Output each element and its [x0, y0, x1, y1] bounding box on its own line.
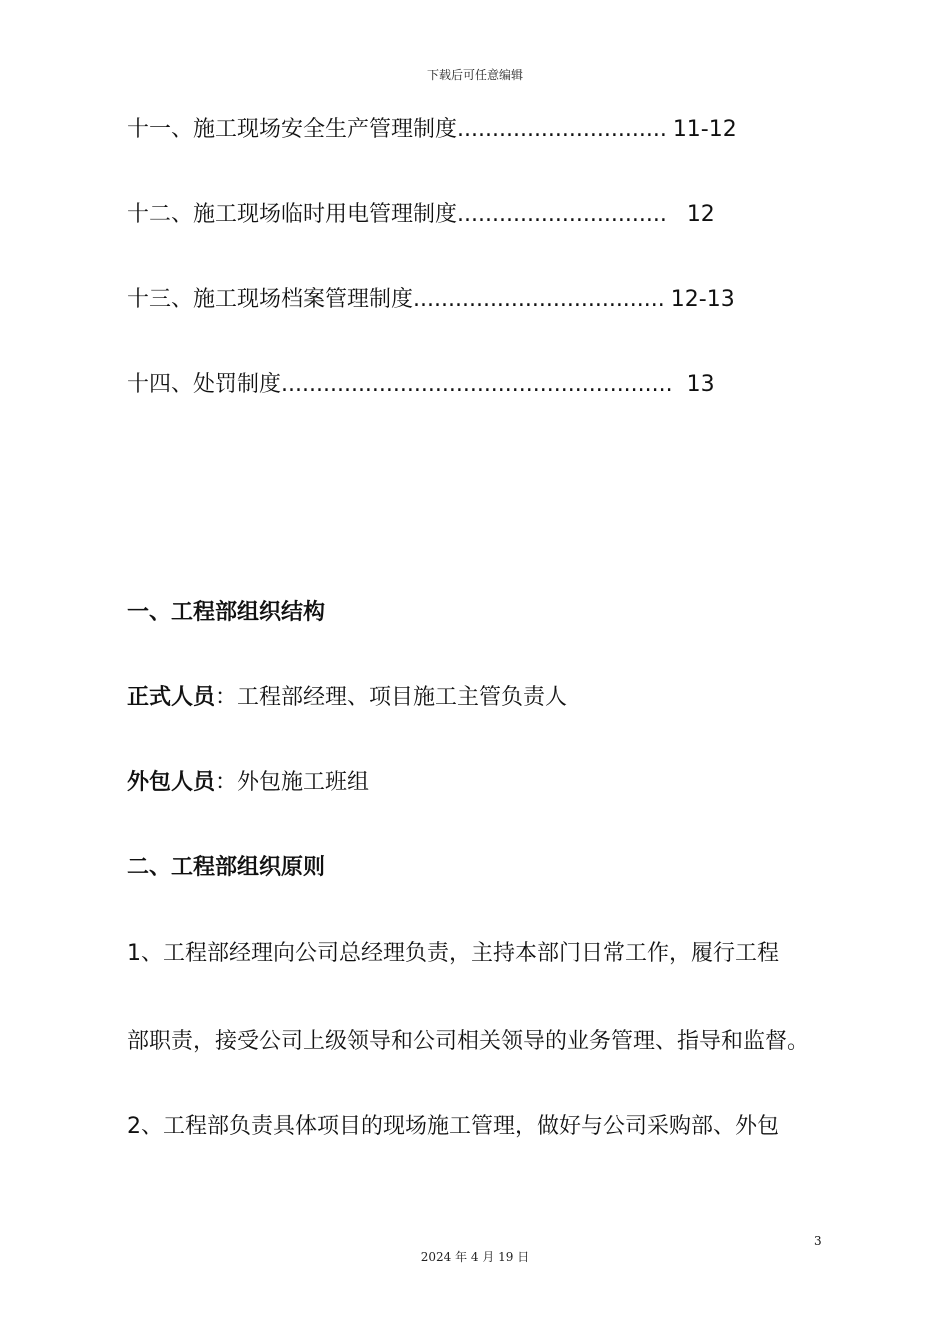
toc-pages: 13 [686, 372, 715, 397]
paragraph-1-line-1: 1、工程部经理向公司总经理负责，主持本部门日常工作，履行工程 [127, 941, 779, 966]
page-header: 下载后可任意编辑 [426, 68, 523, 82]
toc-pages: 12-13 [670, 287, 735, 312]
toc-entry-14 [127, 371, 715, 399]
section-2-heading: 二、工程部组织原则 [127, 855, 326, 880]
toc-dots: .................................... [413, 287, 665, 312]
toc-title: 十二、施工现场临时用电管理制度 [127, 202, 458, 227]
toc-dots: .............................. [457, 202, 667, 227]
toc-title: 十四、处罚制度 [127, 372, 282, 397]
toc-title: 十一、施工现场安全生产管理制度 [127, 117, 458, 142]
formal-staff-line [127, 684, 567, 712]
page-number: 3 [814, 1234, 822, 1248]
toc-pages: 11-12 [672, 117, 737, 142]
paragraph-2-line-1: 2、工程部负责具体项目的现场施工管理，做好与公司采购部、外包 [127, 1114, 779, 1139]
toc-dots: ........................................................ [281, 372, 673, 397]
toc-title: 十三、施工现场档案管理制度 [127, 287, 414, 312]
toc-entry-11 [127, 116, 737, 144]
toc-entry-13 [127, 286, 735, 314]
section-1-heading: 一、工程部组织结构 [127, 600, 326, 625]
paragraph-1-line-2: 部职责，接受公司上级领导和公司相关领导的业务管理、指导和监督。 [127, 1029, 810, 1054]
toc-dots: .............................. [457, 117, 667, 142]
toc-entry-12 [127, 201, 715, 229]
outsource-staff-label: 外包人员 [127, 770, 216, 795]
toc-pages: 12 [686, 202, 715, 227]
formal-staff-text: ：工程部经理、项目施工主管负责人 [215, 685, 568, 710]
page-footer-date: 2024 年 4 月 19 日 [420, 1250, 530, 1264]
outsource-staff-text: ：外包施工班组 [215, 770, 370, 795]
outsource-staff-line [127, 769, 369, 797]
formal-staff-label: 正式人员 [127, 685, 216, 710]
